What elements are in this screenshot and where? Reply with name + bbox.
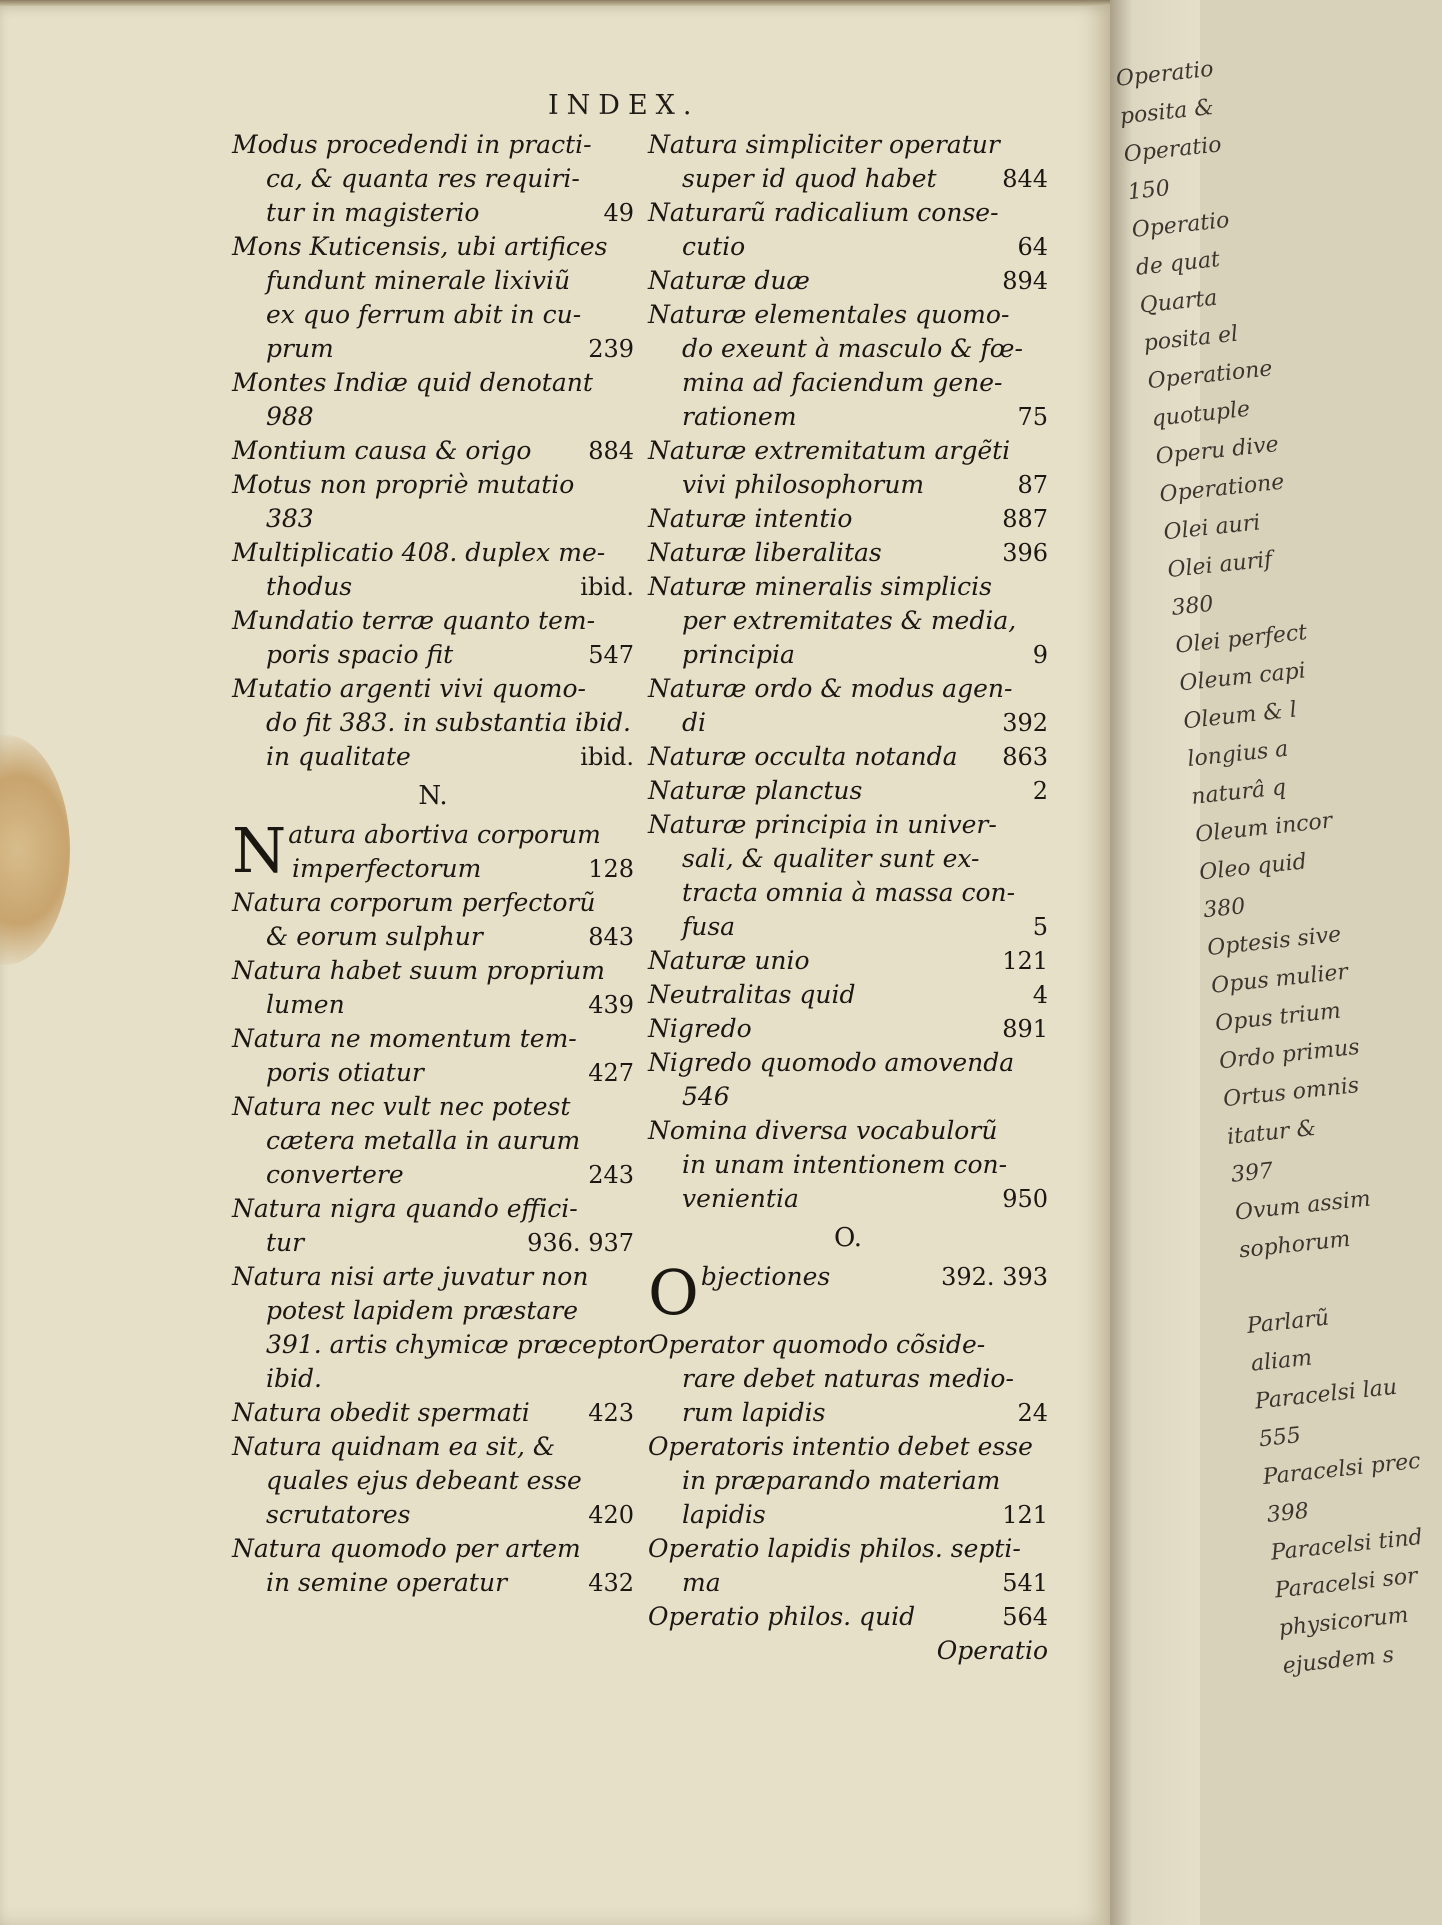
index-entry-text: & eorum sulphur: [266, 922, 483, 951]
index-entry-line: [648, 1430, 1048, 1464]
bleed-line: Oleo quid: [1198, 849, 1308, 886]
index-entry-text: Operatio lapidis philos. septi-: [648, 1534, 1021, 1563]
index-entry-line: [648, 1464, 1048, 1498]
index-entry: [232, 1260, 650, 1396]
page-reference: ibid.: [580, 573, 634, 601]
index-entry-text: scrutatores: [266, 1500, 411, 1529]
page-reference: 894: [1002, 267, 1048, 295]
index-entry-text: do exeunt à masculo & fœ-: [682, 334, 1023, 363]
index-entry: [232, 434, 634, 468]
index-entry: [232, 672, 634, 774]
index-entry: [232, 366, 634, 434]
index-entry: [648, 978, 1048, 1012]
bleed-line: de quat: [1134, 247, 1222, 281]
index-entry-line: [232, 264, 634, 298]
index-entry-text: rationem: [682, 402, 797, 431]
index-entry-line: [232, 332, 634, 366]
index-entry-line: [232, 468, 634, 502]
index-entry: [648, 298, 1048, 434]
index-entry-text: poris spacio fit: [266, 640, 454, 669]
index-entry-text: Naturæ intentio: [648, 504, 853, 533]
next-page-gutter: [1110, 0, 1424, 1925]
index-entry-text: bjectiones: [700, 1262, 831, 1291]
index-entry-line: [232, 1396, 634, 1430]
bleed-line: Olei auri: [1162, 510, 1262, 546]
index-entry-text: in semine operatur: [266, 1568, 508, 1597]
index-entry-text: ma: [682, 1568, 721, 1597]
index-entry: [648, 536, 1048, 570]
index-entry-text: fusa: [682, 912, 736, 941]
index-entry: [232, 886, 634, 954]
bleed-line: Oleum & l: [1182, 697, 1298, 735]
index-entry-text: Naturæ unio: [648, 946, 810, 975]
bleed-line: longius a: [1186, 736, 1290, 773]
index-entry: [232, 1396, 634, 1430]
page-reference: 432: [588, 1569, 634, 1597]
bleed-line: Ordo primus: [1218, 1034, 1361, 1075]
bleed-line: Oleum capi: [1178, 658, 1307, 697]
index-entry-line: [232, 1328, 650, 1362]
index-entry: [232, 604, 634, 672]
bleed-line: Paracelsi sor: [1273, 1563, 1419, 1604]
bleed-line: Opus trium: [1214, 998, 1342, 1037]
index-entry-text: Naturæ occulta notanda: [648, 742, 958, 771]
index-entry-line: [232, 672, 634, 706]
page-reference: 564: [1002, 1603, 1048, 1631]
page-reference: 887: [1002, 505, 1048, 533]
index-entry-line: [648, 706, 1048, 740]
index-entry-text: lumen: [266, 990, 345, 1019]
index-entry-text: Operator quomodo cõside-: [648, 1330, 986, 1359]
index-entry-text: Naturæ liberalitas: [648, 538, 882, 567]
index-entry-line: [648, 536, 1048, 570]
page-top-edge: [0, 0, 1110, 6]
bleed-line: Operatio: [1122, 132, 1223, 168]
bleed-line: 380: [1170, 591, 1215, 621]
index-entry-line: [648, 842, 1048, 876]
bleed-line: Operatione: [1146, 356, 1274, 395]
index-entry-text: Mons Kuticensis, ubi artifices: [232, 232, 608, 261]
index-entry-line: [648, 944, 1048, 978]
drop-cap: N: [232, 814, 287, 887]
index-entry-line: [648, 1532, 1048, 1566]
next-page-bleed-text: [1114, 51, 1424, 1685]
page-reference: 9: [1032, 641, 1048, 669]
bleed-line: 150: [1126, 175, 1172, 206]
page-reference: 950: [1002, 1185, 1048, 1213]
index-entry-text: Natura nisi arte juvatur non: [232, 1262, 589, 1291]
page-reference: ibid.: [580, 743, 634, 771]
index-entry-text: Naturæ extremitatum argẽti: [648, 436, 1011, 465]
page-reference: 423: [588, 1399, 634, 1427]
index-entry-line: [648, 1600, 1048, 1634]
index-entry-line: [232, 1124, 634, 1158]
index-entry-line: [648, 910, 1048, 944]
page-reference: 2: [1032, 777, 1048, 805]
index-entry-line: [232, 434, 634, 468]
index-entry-line: [232, 400, 634, 434]
index-entry-text: ibid.: [266, 1364, 322, 1393]
index-entry-text: Naturæ elementales quomo-: [648, 300, 1010, 329]
bleed-line: quotuple: [1150, 396, 1252, 432]
index-entry-line: [648, 1114, 1048, 1148]
index-entry-text: quales ejus debeant esse: [266, 1466, 582, 1495]
index-entry-text: 546: [682, 1082, 730, 1111]
bleed-line: Olei perfect: [1174, 620, 1309, 659]
page-reference: 239: [588, 335, 634, 363]
page-reference: 128: [588, 855, 634, 883]
bleed-line: Paracelsi tind: [1269, 1524, 1424, 1566]
index-entry-line: [232, 162, 634, 196]
index-entry-text: Natura simpliciter operatur: [648, 130, 1000, 159]
page-reference: 121: [1002, 947, 1048, 975]
index-entry: [232, 1192, 634, 1260]
index-entry-line: [232, 638, 634, 672]
index-entry-text: potest lapidem præstare: [266, 1296, 579, 1325]
index-entry-text: super id quod habet: [682, 164, 937, 193]
index-entry-text: Natura obedit spermati: [232, 1398, 530, 1427]
bleed-line: Operatio: [1130, 207, 1231, 243]
index-entry-line: [648, 128, 1048, 162]
index-entry-line: [232, 1430, 634, 1464]
index-entry-text: poris otiatur: [266, 1058, 424, 1087]
index-entry-line: [648, 1080, 1048, 1114]
index-entry-line: [232, 230, 634, 264]
page-reference: 243: [588, 1161, 634, 1189]
page-reference: 121: [1002, 1501, 1048, 1529]
bleed-line: Oleum incor: [1194, 808, 1334, 848]
index-entry: [648, 1046, 1048, 1114]
index-entry-text: Naturæ principia in univer-: [648, 810, 997, 839]
page-reference: 4: [1032, 981, 1048, 1009]
index-entry-text: rare debet naturas medio-: [682, 1364, 1014, 1393]
index-entry-text: Neutralitas quid: [648, 980, 856, 1009]
index-entry-line: [232, 502, 634, 536]
index-entry: [232, 814, 634, 887]
index-entry-text: in qualitate: [266, 742, 411, 771]
index-entry-text: imperfectorum: [292, 854, 482, 883]
index-entry-text: Natura nec vult nec potest: [232, 1092, 571, 1121]
page-reference: 843: [588, 923, 634, 951]
index-entry: [232, 1022, 634, 1090]
index-entry: [232, 954, 634, 1022]
index-entry: [232, 128, 634, 230]
index-entry-text: Mutatio argenti vivi quomo-: [232, 674, 586, 703]
index-entry-text: 391. artis chymicæ præceptor: [266, 1330, 650, 1359]
page-reference: 427: [588, 1059, 634, 1087]
index-entry-line: [232, 1022, 634, 1056]
index-entry-text: Motus non propriè mutatio: [232, 470, 575, 499]
index-entry-text: Natura quidnam ea sit, &: [232, 1432, 556, 1461]
index-entry-text: tracta omnia à massa con-: [682, 878, 1016, 907]
index-entry: [648, 128, 1048, 196]
index-entry-line: [648, 434, 1048, 468]
index-entry: [232, 1090, 634, 1192]
index-entry-line: [648, 1566, 1048, 1600]
index-entry-text: tur in magisterio: [266, 198, 480, 227]
index-entry-text: 383: [266, 504, 314, 533]
index-entry: [232, 230, 634, 366]
index-entry-text: Modus procedendi in practi-: [232, 130, 592, 159]
page-reference: 547: [588, 641, 634, 669]
index-entry-line: [648, 876, 1048, 910]
index-entry-text: atura abortiva corporum: [288, 820, 601, 849]
index-entry-text: thodus: [266, 572, 353, 601]
bleed-line: 397: [1229, 1158, 1275, 1188]
index-entry-text: Nomina diversa vocabulorũ: [648, 1116, 998, 1145]
index-entry-line: [232, 706, 634, 740]
index-entry: [648, 1532, 1048, 1600]
bleed-line: Opus mulier: [1210, 959, 1350, 999]
index-entry-text: Natura corporum perfectorũ: [232, 888, 596, 917]
index-entry-text: Naturæ mineralis simplicis: [648, 572, 992, 601]
index-entry-text: Nigredo: [648, 1014, 752, 1043]
index-entry-line: [232, 604, 634, 638]
index-entry-text: Montium causa & origo: [232, 436, 532, 465]
index-entry-line: [232, 1158, 634, 1192]
index-entry-line: [232, 298, 634, 332]
page-reference: 24: [1017, 1399, 1048, 1427]
index-entry-text: rum lapidis: [682, 1398, 826, 1427]
index-entry-line: [232, 1464, 634, 1498]
index-entry-line: [648, 400, 1048, 434]
index-entry-text: per extremitates & media,: [682, 606, 1017, 635]
index-entry: [648, 1430, 1048, 1532]
index-entry: [232, 1430, 634, 1532]
bleed-line: physicorum: [1277, 1602, 1410, 1642]
index-entry-line: [648, 774, 1048, 808]
bleed-line: Operatio: [1114, 56, 1215, 92]
index-entry-line: [232, 1532, 634, 1566]
index-entry: [648, 944, 1048, 978]
index-entry-text: Operatio philos. quid: [648, 1602, 916, 1631]
bleed-line: Operatione: [1158, 469, 1286, 508]
index-entry-line: [648, 638, 1048, 672]
bleed-line: Paracelsi prec: [1261, 1448, 1422, 1491]
index-entry-text: di: [682, 708, 706, 737]
index-entry-text: Natura nigra quando effici-: [232, 1194, 578, 1223]
index-entry-line: [232, 954, 634, 988]
index-entry-line: [648, 366, 1048, 400]
index-entry: [648, 502, 1048, 536]
index-entry-line: [648, 672, 1048, 706]
index-entry-text: prum: [266, 334, 334, 363]
index-entry: [232, 468, 634, 536]
index-entry-text: Natura ne momentum tem-: [232, 1024, 577, 1053]
index-entry-text: convertere: [266, 1160, 404, 1189]
bleed-line: posita &: [1118, 94, 1215, 130]
index-entry: [232, 536, 634, 604]
index-entry-line: [648, 604, 1048, 638]
index-entry-line: [648, 1148, 1048, 1182]
index-entry-text: mina ad faciendum gene-: [682, 368, 1003, 397]
index-entry-line: [648, 1256, 1048, 1329]
bleed-line: naturâ q: [1190, 775, 1288, 810]
page-reference: 891: [1002, 1015, 1048, 1043]
index-entry: [648, 1600, 1048, 1634]
bleed-line: aliam: [1249, 1345, 1314, 1377]
bleed-line: 380: [1202, 893, 1247, 924]
index-entry: [648, 264, 1048, 298]
index-entry-line: [232, 1294, 634, 1328]
index-entry-line: [648, 502, 1048, 536]
index-entry-line: [648, 162, 1048, 196]
index-entry-text: ca, & quanta res requiri-: [266, 164, 580, 193]
index-entry-line: [232, 988, 634, 1022]
index-entry-line: [648, 808, 1048, 842]
index-entry-line: [648, 1182, 1048, 1216]
bleed-line: Ortus omnis: [1221, 1073, 1361, 1113]
index-entry: [648, 1114, 1048, 1216]
index-entry-line: [232, 886, 634, 920]
index-entry-text: tur: [266, 1228, 305, 1257]
index-entry-text: vivi philosophorum: [682, 470, 925, 499]
page-header: INDEX.: [548, 90, 700, 121]
index-entry-line: [232, 536, 634, 570]
bleed-line: sophorum: [1237, 1226, 1352, 1264]
index-entry-text: sali, & qualiter sunt ex-: [682, 844, 980, 873]
index-entry-text: Natura habet suum proprium: [232, 956, 605, 985]
bleed-line: Optesis sive: [1206, 922, 1343, 962]
index-entry-line: [648, 196, 1048, 230]
index-entry-line: [648, 230, 1048, 264]
index-entry: [648, 774, 1048, 808]
index-entry-text: Naturæ planctus: [648, 776, 863, 805]
index-entry-line: [232, 366, 634, 400]
index-entry-line: [648, 740, 1048, 774]
index-entry: [648, 1328, 1048, 1430]
index-column-right: [648, 128, 1048, 1668]
index-entry-text: Mundatio terræ quanto tem-: [232, 606, 596, 635]
index-entry: [648, 570, 1048, 672]
index-entry-text: in præparando materiam: [682, 1466, 1001, 1495]
index-entry-text: fundunt minerale lixiviũ: [266, 266, 571, 295]
index-entry-line: [232, 128, 634, 162]
index-entry-line: [232, 1566, 634, 1600]
index-entry-text: in unam intentionem con-: [682, 1150, 1008, 1179]
index-entry: [232, 1532, 634, 1600]
bleed-line: 398: [1265, 1498, 1311, 1528]
page-reference: 844: [1002, 165, 1048, 193]
index-entry-line: [648, 1328, 1048, 1362]
index-entry-line: [648, 1012, 1048, 1046]
index-entry-line: [232, 1362, 634, 1396]
index-entry: [648, 1256, 1048, 1329]
index-entry-line: [648, 332, 1048, 366]
index-entry-line: [232, 1056, 634, 1090]
index-entry-text: cutio: [682, 232, 746, 261]
index-entry-line: [232, 1090, 634, 1124]
drop-cap: O: [648, 1256, 699, 1329]
bleed-line: Olei aurif: [1166, 547, 1274, 584]
thumb-stain: [0, 735, 70, 965]
page-reference: 87: [1017, 471, 1048, 499]
bleed-line: Operu dive: [1154, 431, 1280, 470]
page-reference: 396: [1002, 539, 1048, 567]
index-entry-text: Nigredo quomodo amovenda: [648, 1048, 1015, 1077]
bleed-line: Ovum assim: [1233, 1186, 1372, 1226]
section-letter-n: N.: [418, 781, 448, 811]
bleed-line: itatur &: [1225, 1115, 1318, 1150]
bleed-line: Parlarũ: [1245, 1305, 1331, 1339]
index-entry-text: Naturarũ radicalium conse-: [648, 198, 999, 227]
index-entry-line: [648, 298, 1048, 332]
index-entry-text: principia: [682, 640, 795, 669]
index-entry-text: Multiplicatio 408. duplex me-: [232, 538, 606, 567]
index-entry: [648, 196, 1048, 264]
index-entry-text: Naturæ duæ: [648, 266, 810, 295]
index-entry-text: do fit 383. in substantia ibid.: [266, 708, 631, 737]
index-entry-line: [648, 1362, 1048, 1396]
index-entry-text: Operatoris intentio debet esse: [648, 1432, 1033, 1461]
page-reference: 5: [1032, 913, 1048, 941]
index-entry-text: Natura quomodo per artem: [232, 1534, 581, 1563]
index-entry: [648, 672, 1048, 740]
index-entry: [648, 1012, 1048, 1046]
index-entry-line: [648, 1498, 1048, 1532]
index-entry-line: [232, 570, 634, 604]
index-entry: [648, 740, 1048, 774]
bleed-line: ejusdem s: [1281, 1642, 1396, 1680]
index-entry-line: [232, 1260, 634, 1294]
page-reference: 75: [1017, 403, 1048, 431]
index-entry-text: venientia: [682, 1184, 799, 1213]
index-entry-line: [232, 1192, 634, 1226]
index-entry-line: [232, 196, 634, 230]
index-entry-line: [232, 740, 634, 774]
catchword: Operatio: [936, 1636, 1048, 1665]
page-reference: 884: [588, 437, 634, 465]
page-reference: 541: [1002, 1569, 1048, 1597]
index-entry: [648, 434, 1048, 502]
index-entry-line: [648, 1046, 1048, 1080]
index-entry: [648, 808, 1048, 944]
index-entry-line: [648, 570, 1048, 604]
index-entry-text: 988: [266, 402, 314, 431]
index-entry-line: [648, 1396, 1048, 1430]
bleed-line: Quarta: [1138, 285, 1219, 319]
index-entry-text: Montes Indiæ quid denotant: [232, 368, 593, 397]
page-reference: 392. 393: [941, 1263, 1048, 1291]
page-reference: 863: [1002, 743, 1048, 771]
index-entry-line: [232, 1498, 634, 1532]
index-entry-text: ex quo ferrum abit in cu-: [266, 300, 582, 329]
bleed-line: Paracelsi lau: [1253, 1374, 1399, 1415]
page-reference: 392: [1002, 709, 1048, 737]
page-reference: 64: [1017, 233, 1048, 261]
index-column-left: [232, 128, 650, 1600]
index-entry-text: Naturæ ordo & modus agen-: [648, 674, 1013, 703]
bleed-line: posita el: [1142, 321, 1240, 357]
page-reference: 439: [588, 991, 634, 1019]
index-entry-text: cætera metalla in aurum: [266, 1126, 581, 1155]
page-reference: 936. 937: [527, 1229, 634, 1257]
bleed-line: 555: [1257, 1423, 1303, 1453]
index-entry-line: [232, 1226, 634, 1260]
index-entry-line: [232, 852, 634, 886]
page-reference: 49: [603, 199, 634, 227]
index-entry-line: [648, 264, 1048, 298]
index-entry-text: lapidis: [682, 1500, 766, 1529]
index-entry-line: [648, 468, 1048, 502]
page-reference: 420: [588, 1501, 634, 1529]
index-entry-line: [232, 920, 634, 954]
section-letter-o: O.: [833, 1223, 863, 1253]
index-entry-line: [648, 978, 1048, 1012]
